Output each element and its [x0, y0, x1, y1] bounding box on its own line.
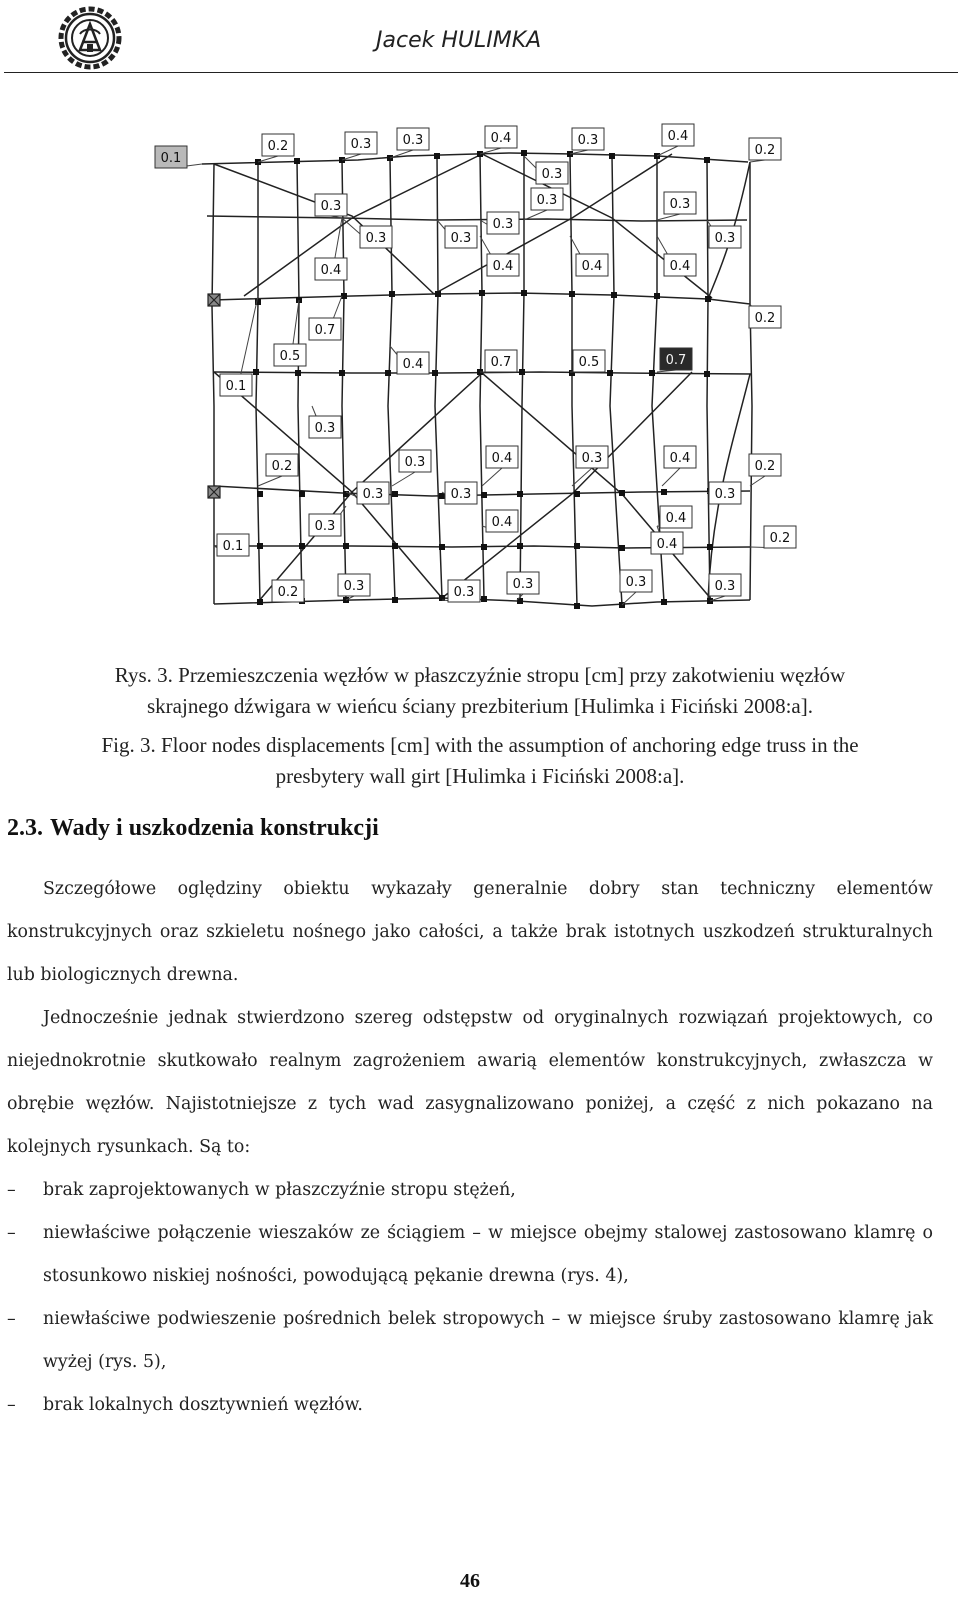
node-marker: [257, 543, 263, 549]
displacement-label: [657, 506, 692, 528]
list-dash: –: [7, 1395, 16, 1415]
node-marker: [257, 599, 263, 605]
displacement-label: [482, 446, 518, 486]
caption-line: skrajnego dźwigara w wieńcu ściany prezbiterium [Hulimka i Ficiński 2008:a].: [147, 694, 813, 718]
displacement-value: 0.4: [491, 451, 513, 466]
displacement-value: 0.7: [490, 355, 512, 370]
displacement-value: 0.2: [754, 459, 776, 474]
node-marker: [435, 291, 441, 297]
header-rule: [4, 72, 958, 73]
displacement-label: [258, 134, 294, 162]
university-gear-emblem-icon: [58, 6, 122, 70]
displacement-label: [309, 296, 342, 340]
node-marker: [299, 491, 305, 497]
displacement-label: [390, 346, 429, 374]
displacement-label: [524, 156, 568, 184]
list-item-text: niewłaściwe podwieszenie pośrednich belek stropowych – w miejsce śruby zastosowano klamrę jak wyżej (rys. 5),: [43, 1309, 933, 1372]
displacement-value: 0.2: [769, 531, 791, 546]
displacement-label: [480, 212, 519, 234]
displacement-label: [749, 304, 781, 328]
displacement-value: 0.3: [625, 575, 647, 590]
displacement-value: 0.4: [492, 259, 514, 274]
displacement-label: [392, 450, 431, 486]
node-marker: [521, 150, 527, 156]
displacement-value: 0.3: [320, 199, 342, 214]
caption-line: presbytery wall girt [Hulimka i Ficiński 2008:a].: [275, 764, 685, 788]
displacement-value: 0.1: [225, 379, 247, 394]
displacement-value: 0.3: [714, 487, 736, 502]
displacement-label: [657, 236, 696, 276]
label-pointer-line: [750, 476, 765, 486]
node-marker: [253, 369, 259, 375]
displacement-label: [442, 482, 477, 504]
list-dash: –: [7, 1223, 16, 1243]
node-marker: [343, 543, 349, 549]
displacement-value: 0.3: [404, 455, 426, 470]
list-item: [7, 1384, 933, 1427]
displacement-value: 0.2: [754, 311, 776, 326]
figure-caption-english: [20, 730, 940, 792]
node-marker: [569, 291, 575, 297]
floor-displacement-diagram: [152, 106, 791, 632]
displacement-label: [315, 218, 347, 280]
node-marker: [439, 544, 445, 550]
caption-line: Rys. 3. Przemieszczenia węzłów w płaszczyźnie stropu [cm] przy zakotwieniu węzłów: [114, 663, 846, 687]
node-marker: [705, 296, 711, 302]
displacement-label: [749, 138, 781, 162]
list-dash: –: [7, 1180, 16, 1200]
displacement-value: 0.3: [536, 193, 558, 208]
node-marker: [611, 292, 617, 298]
node-marker: [389, 291, 395, 297]
displacement-label: [707, 220, 741, 248]
displacement-value: 0.4: [491, 515, 513, 530]
displacement-label: [155, 146, 202, 168]
displacement-label: [657, 348, 692, 372]
displacement-label: [524, 188, 563, 220]
displacement-value: 0.1: [222, 539, 244, 554]
node-marker: [481, 544, 487, 550]
displacement-label: [707, 482, 741, 504]
list-dash: –: [7, 1309, 16, 1329]
figure-caption-polish: [20, 660, 940, 722]
displacement-value: 0.3: [450, 231, 472, 246]
node-marker: [481, 596, 487, 602]
defect-list: [7, 1169, 933, 1427]
displacement-value: 0.4: [667, 129, 689, 144]
displacement-label: [570, 236, 608, 276]
page-number: 46: [460, 1570, 480, 1592]
displacement-value: 0.4: [581, 259, 603, 274]
displacement-label: [482, 510, 518, 532]
displacement-value: 0.3: [343, 579, 365, 594]
displacement-value: 0.1: [160, 151, 182, 166]
displacement-label: [480, 126, 517, 154]
body-paragraph: Jednocześnie jednak stwierdzono szereg odstępstw od oryginalnych rozwiązań projektowych, co niejednokrotnie skutkowało realnym zagrożeniem awarią elementów konstrukcyjnych, zwłaszcza w obrębie węzłów. Najistotniejsze z tych wad zasygnalizowano poniżej, a część z nich pokazano na kolejnych rysunkach. Są to:: [7, 1008, 933, 1157]
node-marker: [299, 543, 305, 549]
node-marker: [649, 370, 655, 376]
section-title: Wady i uszkodzenia konstrukcji: [50, 815, 379, 841]
label-pointer-line: [482, 468, 502, 486]
displacement-label: [480, 236, 519, 276]
displacement-label: [338, 574, 370, 600]
label-pointer-line: [657, 146, 678, 156]
displacement-value: 0.3: [581, 451, 603, 466]
displacement-label: [214, 534, 249, 556]
displacement-label: [709, 574, 741, 601]
displacement-value: 0.3: [714, 231, 736, 246]
node-marker: [392, 543, 398, 549]
node-marker: [619, 490, 625, 496]
displacement-value: 0.3: [453, 585, 475, 600]
displacement-value: 0.4: [656, 537, 678, 552]
displacement-label: [437, 220, 477, 248]
displacement-value: 0.3: [350, 137, 372, 152]
node-marker: [479, 290, 485, 296]
displacement-value: 0.3: [314, 519, 336, 534]
displacement-value: 0.7: [314, 323, 336, 338]
displacement-label: [274, 300, 306, 366]
node-marker: [574, 543, 580, 549]
node-marker: [481, 492, 487, 498]
node-marker: [704, 157, 710, 163]
displacement-value: 0.4: [665, 511, 687, 526]
displacement-label: [480, 350, 517, 372]
displacement-value: 0.4: [402, 357, 424, 372]
label-pointer-line: [392, 472, 415, 486]
node-marker: [654, 293, 660, 299]
displacement-label: [570, 350, 605, 372]
node-marker: [609, 153, 615, 159]
page-header: [0, 0, 960, 76]
displacement-value: 0.5: [279, 349, 301, 364]
displacement-value: 0.3: [362, 487, 384, 502]
node-marker: [392, 597, 398, 603]
list-item: [7, 1212, 933, 1298]
label-pointer-line: [258, 476, 282, 486]
node-marker: [385, 370, 391, 376]
displacement-value: 0.3: [402, 133, 424, 148]
section-number: 2.3.: [7, 815, 43, 841]
displacement-label: [750, 526, 796, 548]
node-marker: [434, 153, 440, 159]
node-marker: [339, 370, 345, 376]
node-marker: [661, 489, 667, 495]
displacement-value: 0.4: [669, 451, 691, 466]
displacement-value: 0.4: [669, 259, 691, 274]
body-paragraph: Szczegółowe oględziny obiektu wykazały generalnie dobry stan techniczny elementów konstrukcyjnych oraz szkieletu nośnego jako całości, a także brak istotnych uszkodzeń strukturalnych lub biologicznych drewna.: [7, 879, 933, 985]
displacement-value: 0.2: [267, 139, 289, 154]
node-marker: [707, 544, 713, 550]
displacement-label: [272, 580, 304, 602]
list-item-text: brak zaprojektowanych w płaszczyźnie stropu stężeń,: [43, 1180, 516, 1200]
displacement-value: 0.2: [277, 585, 299, 600]
label-pointer-line: [662, 468, 680, 486]
node-marker: [574, 491, 580, 497]
list-item: [7, 1298, 933, 1384]
node-marker: [517, 543, 523, 549]
list-item-text: niewłaściwe połączenie wieszaków ze ściągiem – w miejsce obejmy stalowej zastosowano klamrę o stosunkowo niskiej nośności, powodującą pękanie drewna (rys. 4),: [43, 1223, 933, 1286]
node-marker: [392, 491, 398, 497]
node-marker: [517, 491, 523, 497]
displacement-value: 0.7: [665, 353, 687, 368]
displacement-value: 0.3: [365, 231, 387, 246]
section-heading: [7, 815, 379, 842]
displacement-label: [220, 296, 258, 396]
displacement-label: [620, 570, 652, 605]
displacement-value: 0.3: [450, 487, 472, 502]
displacement-value: 0.3: [714, 579, 736, 594]
list-item-text: brak lokalnych dosztywnień węzłów.: [43, 1395, 363, 1415]
displacement-value: 0.2: [271, 459, 293, 474]
displacement-label: [342, 218, 392, 248]
node-marker: [574, 603, 580, 609]
displacement-value: 0.3: [669, 197, 691, 212]
displacement-value: 0.3: [541, 167, 563, 182]
node-marker: [343, 491, 349, 497]
displacement-label: [315, 194, 347, 218]
label-pointer-line: [657, 214, 680, 220]
node-marker: [257, 491, 263, 497]
displacement-label: [662, 446, 696, 486]
displacement-value: 0.3: [512, 577, 534, 592]
node-marker: [521, 290, 527, 296]
displacement-label: [442, 580, 480, 602]
running-head: Jacek HULIMKA: [376, 28, 542, 53]
displacement-value: 0.2: [754, 143, 776, 158]
displacement-label: [570, 128, 604, 154]
displacement-label: [749, 454, 781, 486]
displacement-value: 0.4: [490, 131, 512, 146]
displacement-label: [507, 572, 539, 600]
caption-line: Fig. 3. Floor nodes displacements [cm] with the assumption of anchoring edge truss in the: [101, 733, 859, 757]
displacement-value: 0.3: [577, 133, 599, 148]
displacement-label: [390, 128, 429, 158]
displacement-value: 0.4: [320, 263, 342, 278]
displacement-label: [309, 506, 346, 536]
node-marker: [704, 371, 710, 377]
node-marker: [619, 545, 625, 551]
node-marker: [661, 599, 667, 605]
displacement-label: [258, 454, 298, 486]
displacement-label: [572, 446, 608, 486]
displacement-value: 0.5: [578, 355, 600, 370]
node-marker: [432, 370, 438, 376]
list-item: [7, 1169, 933, 1212]
displacement-label: [342, 132, 377, 160]
displacement-label: [657, 124, 694, 156]
displacement-label: [657, 192, 696, 220]
displacement-label: [651, 526, 683, 554]
displacement-value: 0.3: [314, 421, 336, 436]
node-marker: [519, 369, 525, 375]
node-marker: [607, 370, 613, 376]
node-marker: [295, 370, 301, 376]
node-marker: [294, 158, 300, 164]
displacement-label: [309, 406, 341, 438]
displacement-value: 0.3: [492, 217, 514, 232]
